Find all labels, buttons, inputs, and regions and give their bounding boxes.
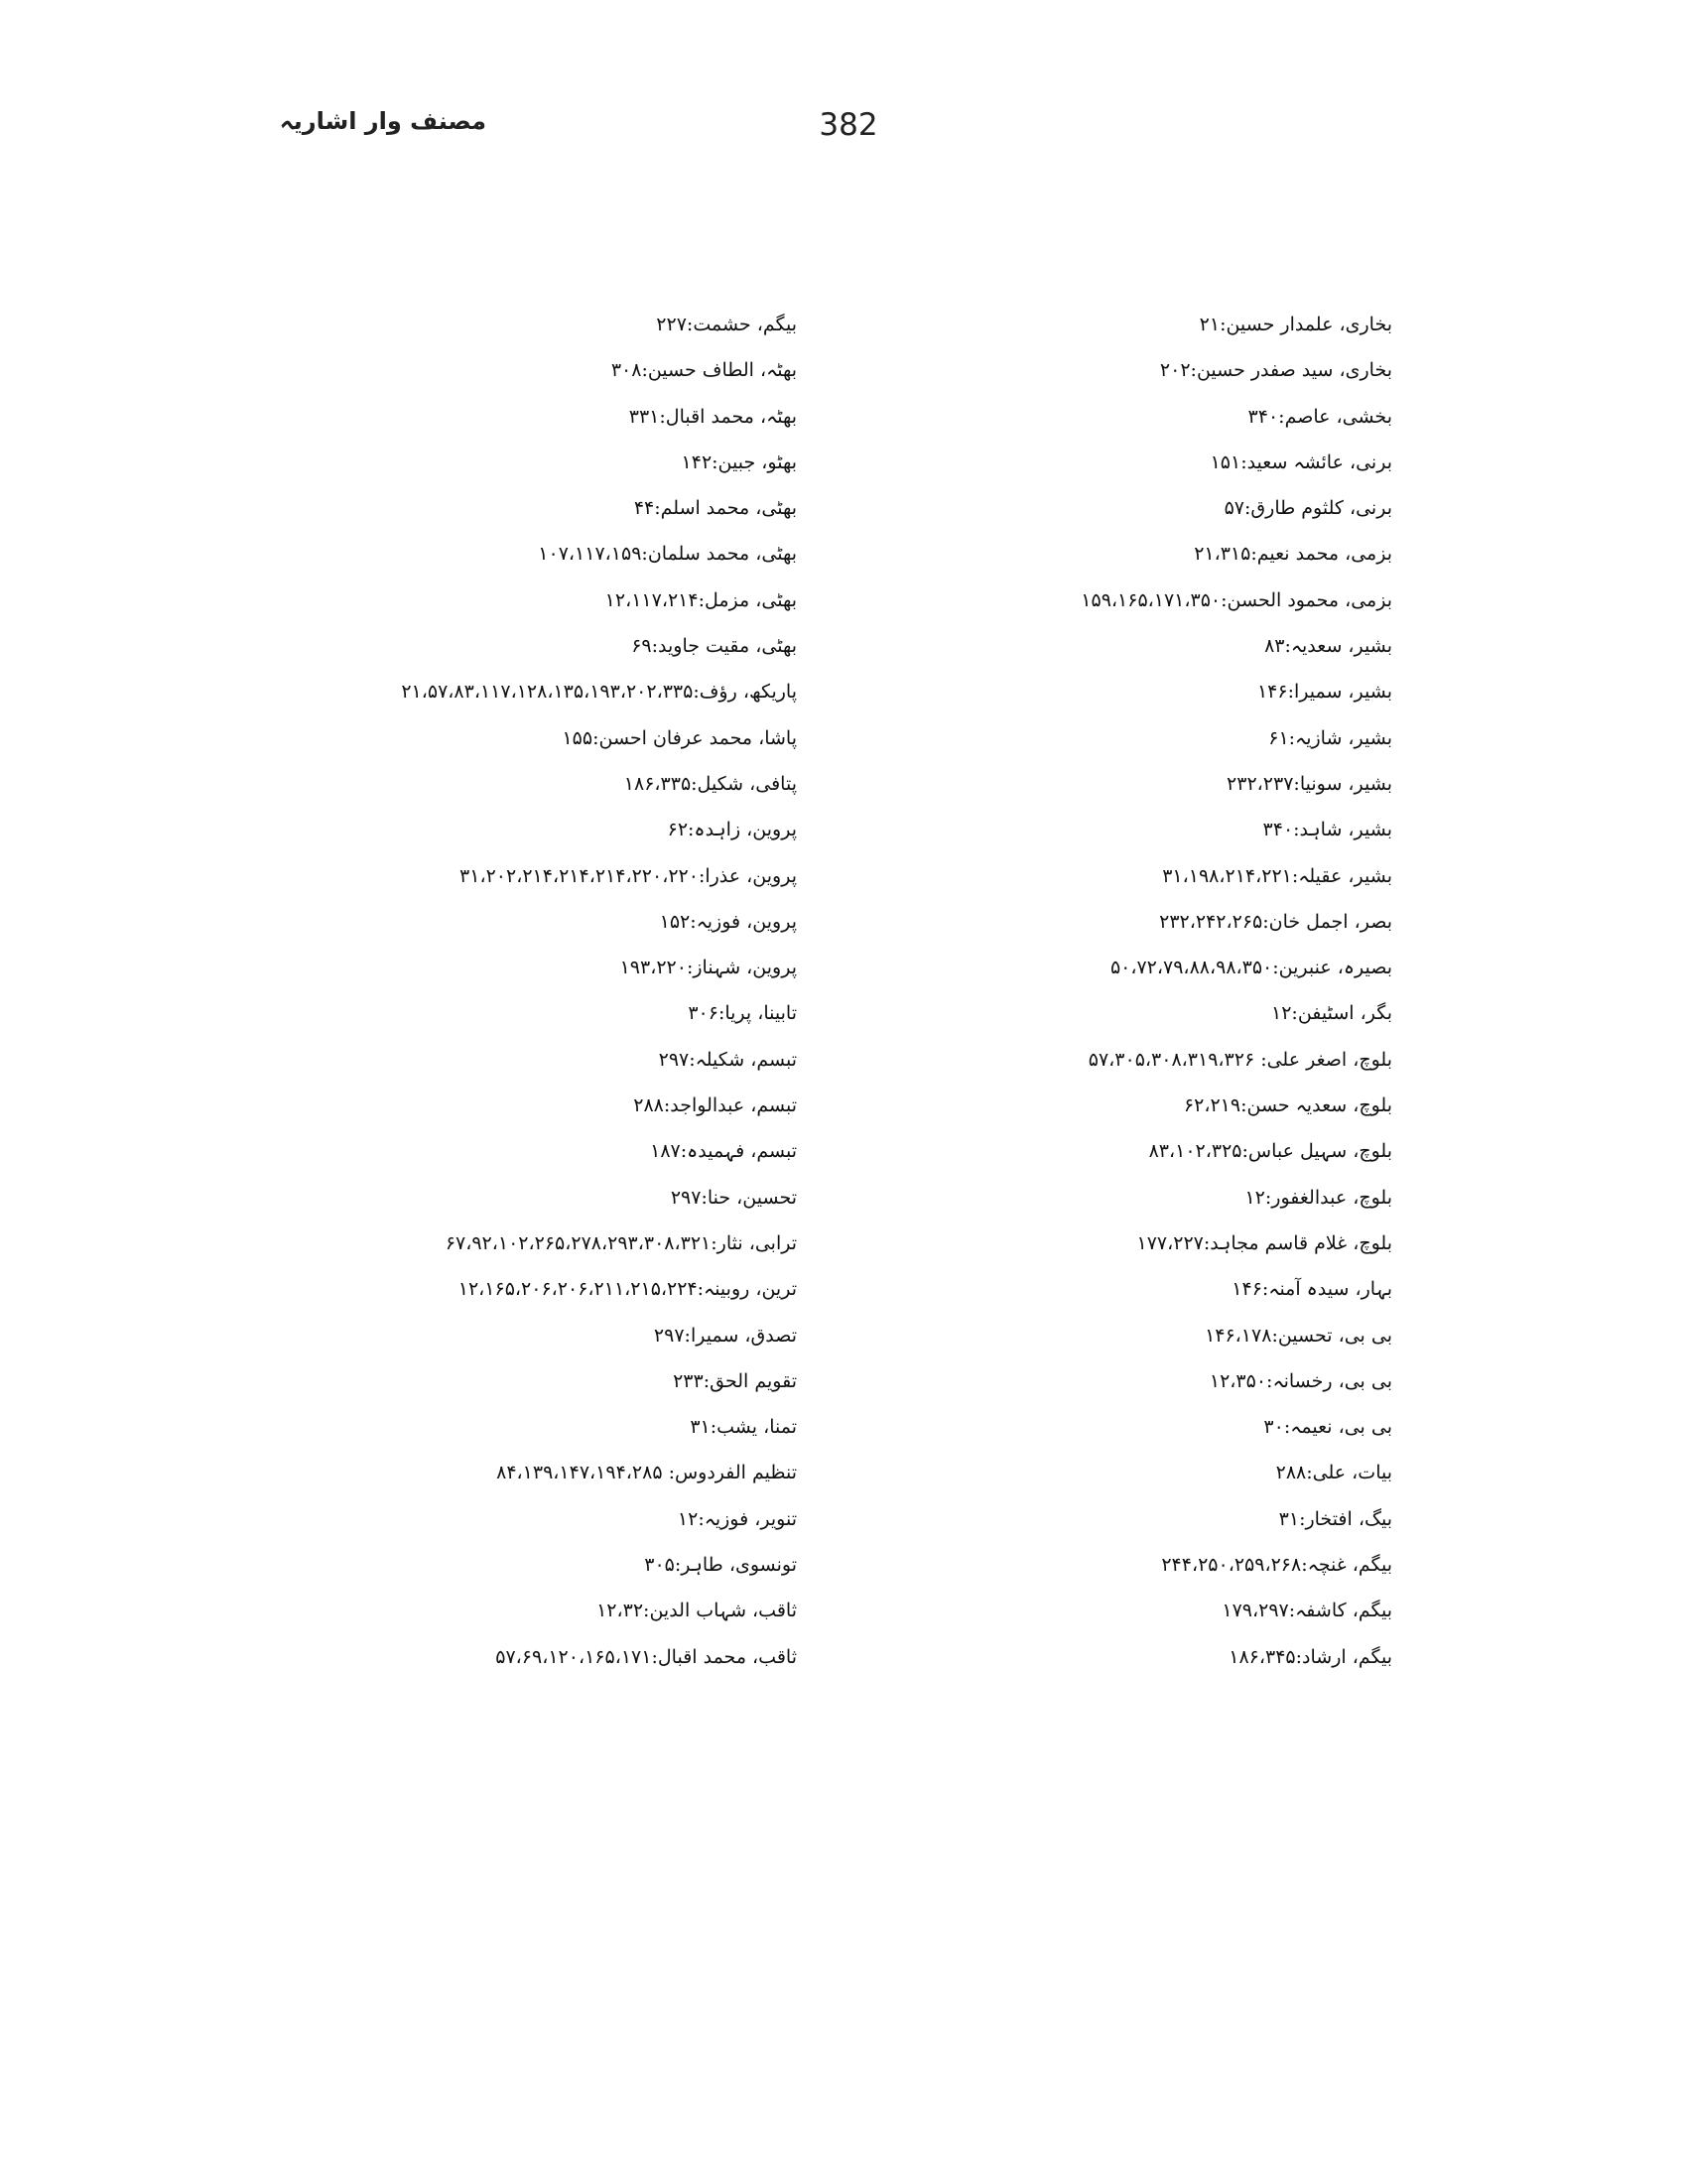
- index-entry: بھٹو، جبین:۱۴۲: [681, 450, 797, 473]
- index-column-right: [797, 302, 1392, 1680]
- index-entry: بی بی، رخسانہ:۱۲،۳۵۰: [1209, 1369, 1392, 1392]
- index-entry: بلوچ، اصغر علی: ۵۷،۳۰۵،۳۰۸،۳۱۹،۳۲۶: [1088, 1048, 1392, 1071]
- header-title: مصنف وار اشاریہ: [279, 107, 486, 135]
- index-entry: بیگم، کاشفہ:۱۷۹،۲۹۷: [1222, 1600, 1392, 1622]
- index-entry: بخشی، عاصم:۳۴۰: [1247, 405, 1392, 428]
- index-entry: تبسم، شکیلہ:۲۹۷: [658, 1048, 797, 1071]
- index-entry: بزمی، محمود الحسن:۱۵۹،۱۶۵،۱۷۱،۳۵۰: [1081, 588, 1392, 611]
- index-entry: تونسوی، طاہر:۳۰۵: [644, 1554, 797, 1577]
- index-entry: پروین، زاہدہ:۶۲: [667, 819, 797, 841]
- index-entry: بی بی، تحسین:۱۴۶،۱۷۸: [1205, 1324, 1392, 1347]
- index-entry: بیات، علی:۲۸۸: [1275, 1462, 1392, 1484]
- index-entry: پروین، فوزیہ:۱۵۲: [659, 910, 797, 933]
- index-entry: بیگم، حشمت:۲۲۷: [656, 314, 797, 335]
- index-entry: ثاقب، شہاب الدین:۱۲،۳۲: [596, 1600, 797, 1622]
- index-entry: بشیر، سونیا:۲۳۲،۲۳۷: [1227, 772, 1392, 795]
- index-entry: بلوچ، غلام قاسم مجاہد:۱۷۷،۲۲۷: [1136, 1231, 1392, 1254]
- index-entry: بہار، سیدہ آمنہ:۱۴۶: [1232, 1278, 1392, 1301]
- index-entry: بصر، اجمل خان:۲۳۲،۲۴۲،۲۶۵: [1159, 910, 1392, 933]
- index-entry: ترین، روبینہ:۱۲،۱۶۵،۲۰۶،۲۰۶،۲۱۱،۲۱۵،۲۲۴: [457, 1278, 797, 1301]
- index-entry: بی بی، نعیمہ:۳۰: [1263, 1416, 1392, 1439]
- index-entry: پتافی، شکیل:۱۸۶،۳۳۵: [623, 772, 797, 795]
- index-entry: بیگ، افتخار:۳۱: [1278, 1507, 1392, 1530]
- index-entry: بشیر، سمیرا:۱۴۶: [1256, 681, 1392, 704]
- index-entry: بزمی، محمد نعیم:۲۱،۳۱۵: [1194, 543, 1392, 566]
- index-entry: بلوچ، سہیل عباس:۸۳،۱۰۲،۳۲۵: [1148, 1140, 1392, 1163]
- index-entry: برنی، عائشہ سعید:۱۵۱: [1210, 450, 1392, 473]
- index-entry: برنی، کلثوم طارق:۵۷: [1224, 497, 1392, 520]
- page-number: 382: [819, 107, 878, 143]
- index-column-left: [241, 302, 797, 1680]
- index-entry: تصدق، سمیرا:۲۹۷: [653, 1324, 797, 1347]
- index-entry: پروین، عذرا:۳۱،۲۰۲،۲۱۴،۲۱۴،۲۱۴،۲۲۰،۲۲۰: [459, 864, 797, 887]
- index-entry: تبسم، فہمیدہ:۱۸۷: [650, 1140, 797, 1163]
- index-entry: ثاقب، محمد اقبال:۵۷،۶۹،۱۲۰،۱۶۵،۱۷۱: [495, 1645, 797, 1668]
- index-entry: بصیرہ، عنبرین:۵۰،۷۲،۷۹،۸۸،۹۸،۳۵۰: [1109, 957, 1392, 979]
- index-entry: بشیر، شاہد:۳۴۰: [1262, 819, 1392, 841]
- index-entry: بھٹی، محمد سلمان:۱۰۷،۱۱۷،۱۵۹: [538, 543, 797, 566]
- index-entry: بخاری، علمدار حسین:۲۱: [1199, 314, 1392, 335]
- index-entry: بلوچ، عبدالغفور:۱۲: [1244, 1186, 1392, 1209]
- index-entry: پروین، شہناز:۱۹۳،۲۲۰: [619, 957, 797, 979]
- index-entry: تنویر، فوزیہ:۱۲: [677, 1507, 797, 1530]
- index-entry: بھٹی، محمد اسلم:۴۴: [633, 497, 797, 520]
- index-entry: تبسم، عبدالواجد:۲۸۸: [633, 1094, 797, 1117]
- index-entry: پاشا، محمد عرفان احسن:۱۵۵: [562, 726, 797, 749]
- index-entry: بشیر، عقیلہ:۳۱،۱۹۸،۲۱۴،۲۲۱: [1162, 864, 1392, 887]
- index-entry: پاریکھ، رؤف:۲۱،۵۷،۸۳،۱۱۷،۱۲۸،۱۳۵،۱۹۳،۲۰۲،۳۳۵: [401, 681, 797, 704]
- index-entry: بشیر، سعدیہ:۸۳: [1264, 635, 1392, 658]
- index-entry: بگر، اسٹیفن:۱۲: [1271, 1002, 1392, 1025]
- index-entry: بیگم، ارشاد:۱۸۶،۳۴۵: [1229, 1645, 1392, 1668]
- page-header: [0, 99, 1688, 159]
- index-entry: بلوچ، سعدیہ حسن:۶۲،۲۱۹: [1183, 1094, 1392, 1117]
- index-entry: بھٹہ، الطاف حسین:۳۰۸: [610, 359, 797, 382]
- index-entry: بیگم، غنچہ:۲۴۴،۲۵۰،۲۵۹،۲۶۸: [1161, 1554, 1392, 1577]
- index-entry: تقویم الحق:۲۳۳: [673, 1369, 797, 1392]
- index-entry: تمنا، یشب:۳۱: [690, 1416, 797, 1439]
- index-entry: بخاری، سید صفدر حسین:۲۰۲: [1159, 359, 1392, 382]
- index-entry: تحسین، حنا:۲۹۷: [670, 1186, 797, 1209]
- index-entry: ترابی، نثار:۶۷،۹۲،۱۰۲،۲۶۵،۲۷۸،۲۹۳،۳۰۸،۳۲۱: [445, 1231, 797, 1254]
- index-entry: بھٹی، مقیت جاوید:۶۹: [631, 635, 797, 658]
- index-entry: بشیر، شازیہ:۶۱: [1268, 726, 1392, 749]
- index-entry: بھٹہ، محمد اقبال:۳۳۱: [628, 405, 797, 428]
- index-entry: تابینا، پریا:۳۰۶: [688, 1002, 797, 1025]
- index-entry: تنظیم الفردوس: ۸۴،۱۳۹،۱۴۷،۱۹۴،۲۸۵: [496, 1462, 797, 1484]
- index-entry: بھٹی، مزمل:۱۲،۱۱۷،۲۱۴: [604, 588, 797, 611]
